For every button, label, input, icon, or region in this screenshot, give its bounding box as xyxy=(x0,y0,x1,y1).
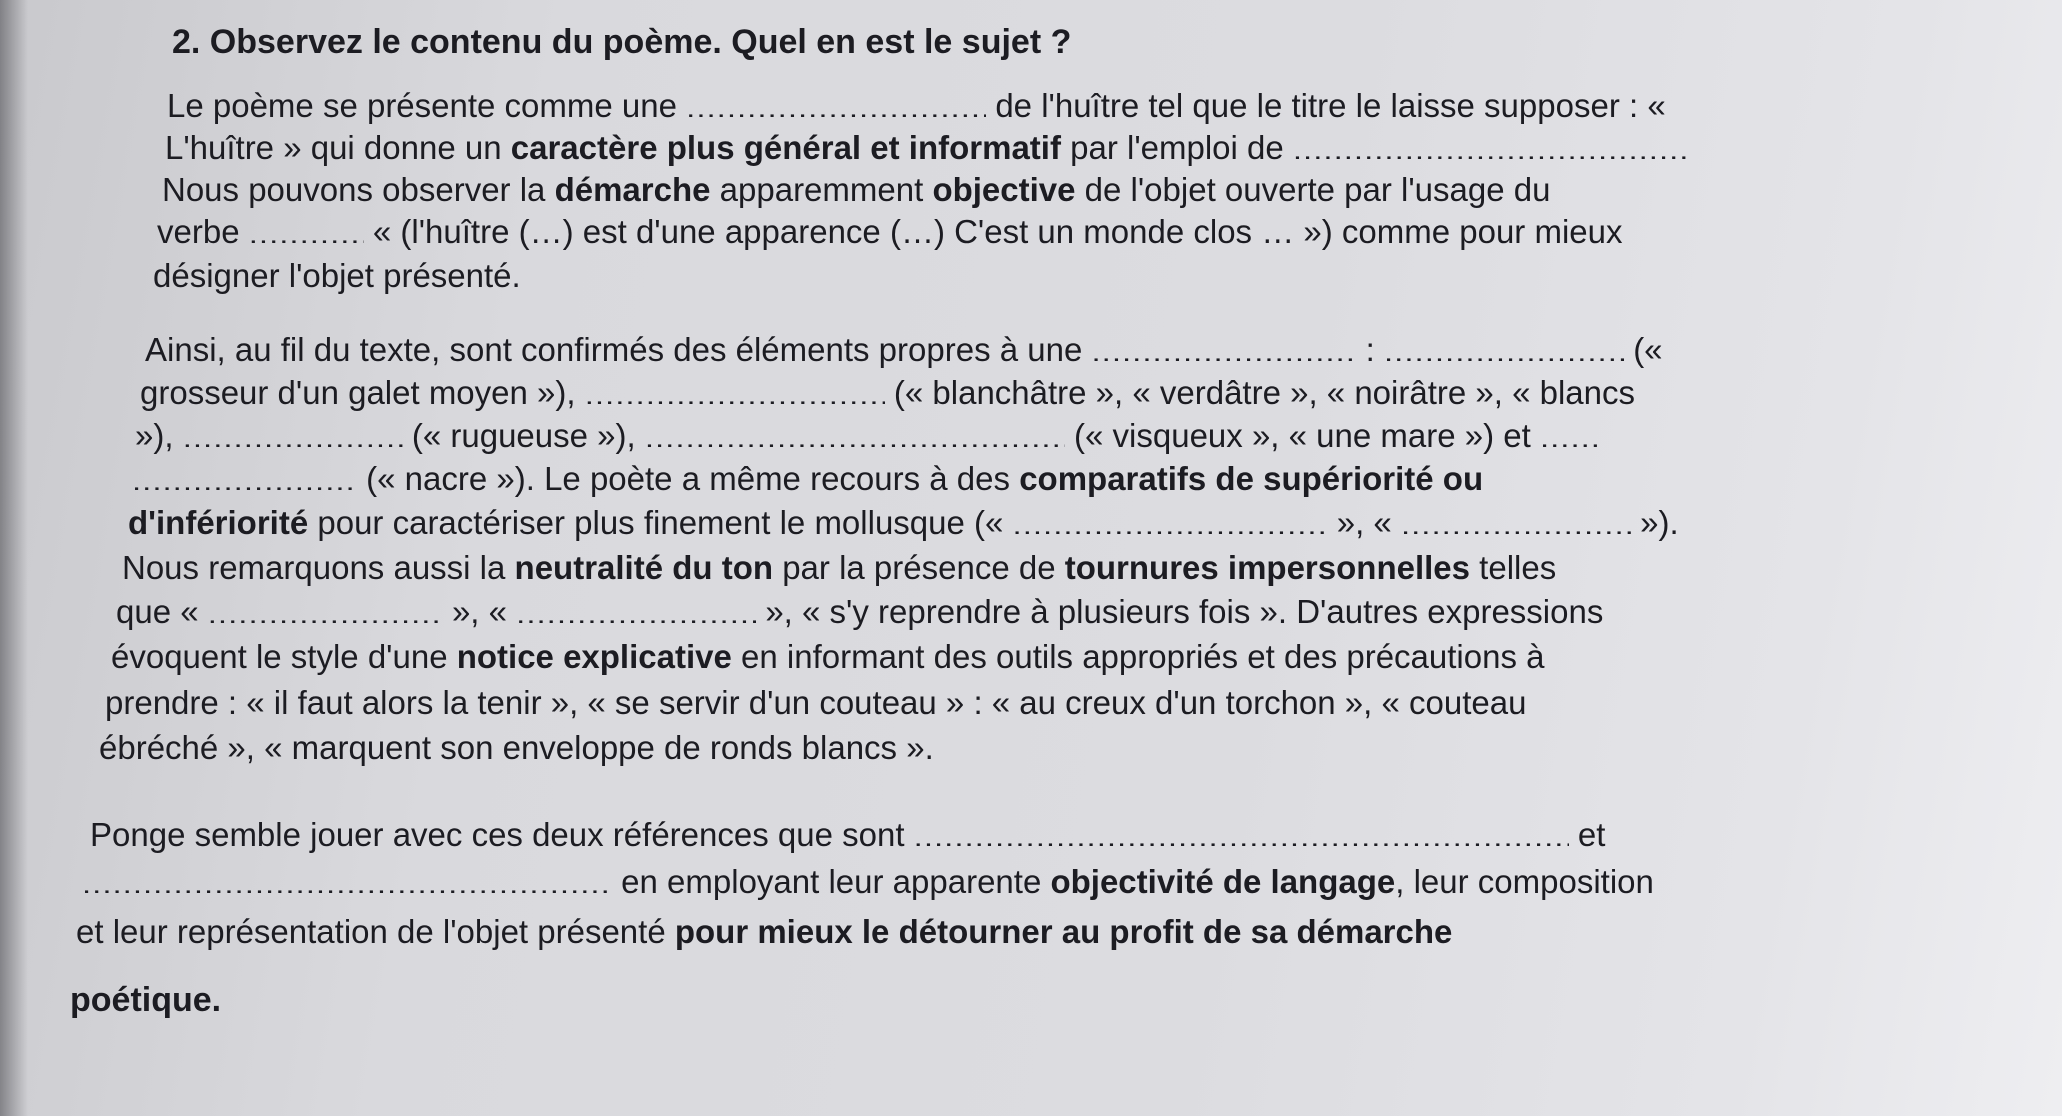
blank[interactable] xyxy=(516,593,756,623)
blank[interactable] xyxy=(1293,129,1688,159)
p2-line-4 xyxy=(132,459,1483,499)
text: apparemment xyxy=(719,171,924,208)
page-edge-shadow xyxy=(0,0,28,1116)
text: (« blanchâtre », « verdâtre », « noirâtre », « blancs xyxy=(893,374,1635,411)
blank[interactable] xyxy=(1401,504,1631,534)
bold-text: caractère plus général et informatif xyxy=(510,129,1061,166)
text: (« nacre »). Le poète a même recours à des xyxy=(366,460,1011,497)
blank[interactable] xyxy=(249,213,364,243)
blank[interactable] xyxy=(645,417,1065,447)
bold-text: d'infériorité xyxy=(128,504,309,541)
bold-text: objective xyxy=(932,171,1076,208)
blank[interactable] xyxy=(1092,331,1357,361)
bold-text: objectivité de langage xyxy=(1050,863,1396,900)
bold-text: démarche xyxy=(554,171,711,208)
p2-line-7 xyxy=(116,592,1603,632)
blank[interactable] xyxy=(82,863,612,893)
text: L'huître » qui donne un xyxy=(165,129,502,166)
text: « (l'huître (…) est d'une apparence (…) C'est un monde clos … ») comme pour mieux xyxy=(372,213,1623,250)
p1-line-2 xyxy=(165,128,1688,168)
p2-line-10: ébréché », « marquent son enveloppe de ronds blancs ». xyxy=(99,729,934,766)
text: en informant des outils appropriés et des précautions à xyxy=(741,638,1545,675)
p3-line-2 xyxy=(82,862,1654,902)
blank[interactable] xyxy=(208,593,443,623)
p3-line-4: poétique. xyxy=(70,981,222,1019)
text: grosseur d'un galet moyen »), xyxy=(140,374,576,411)
text: : xyxy=(1365,331,1375,368)
text: Nous pouvons observer la xyxy=(162,171,546,208)
blank[interactable] xyxy=(585,374,885,404)
text: de l'objet ouverte par l'usage du xyxy=(1084,171,1551,208)
text: pour caractériser plus finement le mollusque (« xyxy=(317,504,1004,541)
text: telles xyxy=(1479,549,1557,586)
bold-text: pour mieux le détourner au profit de sa démarche xyxy=(674,913,1453,950)
blank[interactable] xyxy=(183,417,403,447)
blank[interactable] xyxy=(914,816,1569,846)
text: Nous remarquons aussi la xyxy=(122,549,506,586)
p2-line-8 xyxy=(111,637,1545,677)
blank[interactable] xyxy=(1013,504,1328,534)
text: (« xyxy=(1633,331,1663,368)
p2-line-5 xyxy=(128,503,1679,543)
bold-text: neutralité du ton xyxy=(514,549,774,586)
text: Ainsi, au fil du texte, sont confirmés des éléments propres à une xyxy=(145,331,1083,368)
text: par l'emploi de xyxy=(1070,129,1284,166)
blank[interactable] xyxy=(132,460,357,490)
bold-text: comparatifs de supériorité ou xyxy=(1019,460,1484,497)
blank[interactable] xyxy=(1384,331,1624,361)
p2-line-6 xyxy=(122,548,1556,588)
p1-line-1 xyxy=(167,86,1666,126)
text: », « s'y reprendre à plusieurs fois ». D'autres expressions xyxy=(765,593,1604,630)
bold-text: tournures impersonnelles xyxy=(1064,549,1470,586)
exercise-heading: 2. Observez le contenu du poème. Quel en est le sujet ? xyxy=(172,23,1072,61)
text: », « xyxy=(1336,504,1392,541)
p2-line-1 xyxy=(145,330,1663,370)
text: »). xyxy=(1640,504,1679,541)
p2-line-3 xyxy=(135,416,1600,456)
text: (« visqueux », « une mare ») et xyxy=(1074,417,1531,454)
blank[interactable] xyxy=(686,87,986,117)
text: en employant leur apparente xyxy=(621,863,1042,900)
p2-line-2 xyxy=(140,373,1635,413)
p2-line-9: prendre : « il faut alors la tenir », « se servir d'un couteau » : « au creux d'un torchon », « couteau xyxy=(105,684,1527,721)
p3-line-1 xyxy=(90,815,1605,855)
bold-text: notice explicative xyxy=(456,638,732,675)
text: »), xyxy=(135,417,174,454)
text: de l'huître tel que le titre le laisse supposer : « xyxy=(995,87,1666,124)
text: verbe xyxy=(157,213,240,250)
text: et xyxy=(1577,816,1606,853)
text: (« rugueuse »), xyxy=(411,417,636,454)
text: Le poème se présente comme une xyxy=(167,87,677,124)
text: Ponge semble jouer avec ces deux références que sont xyxy=(90,816,905,853)
text: , leur composition xyxy=(1395,863,1654,900)
text: et leur représentation de l'objet présenté xyxy=(76,913,666,950)
text: évoquent le style d'une xyxy=(111,638,448,675)
p1-line-4 xyxy=(157,212,1623,252)
p1-line-3 xyxy=(162,170,1550,210)
text: que « xyxy=(116,593,199,630)
blank[interactable] xyxy=(1540,417,1600,447)
text: par la présence de xyxy=(782,549,1056,586)
p3-line-3 xyxy=(76,912,1452,952)
text: », « xyxy=(451,593,507,630)
p1-line-5: désigner l'objet présenté. xyxy=(153,257,521,294)
